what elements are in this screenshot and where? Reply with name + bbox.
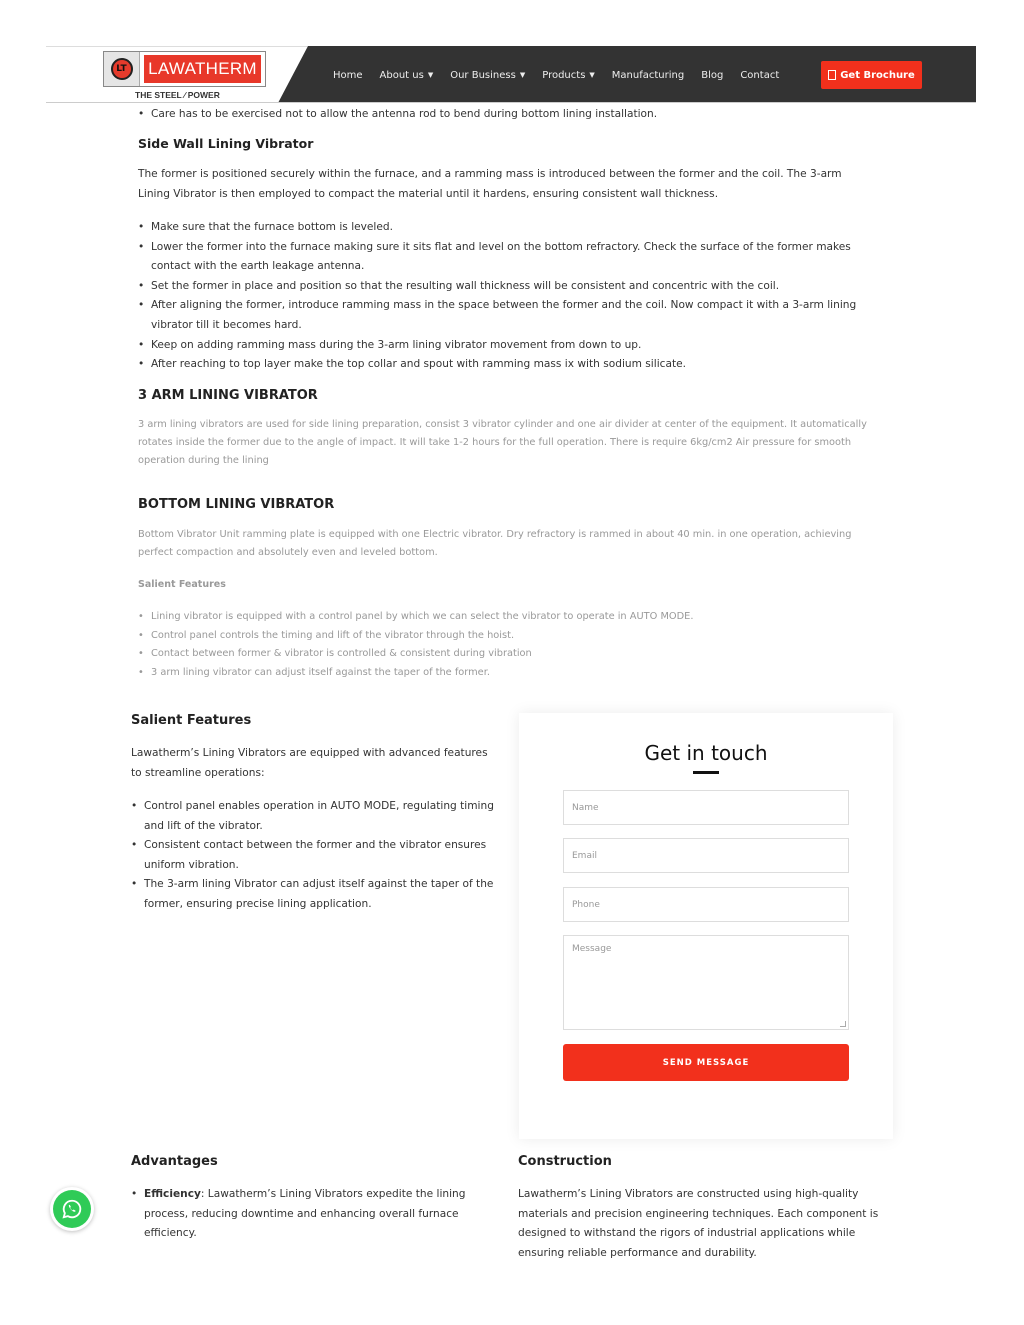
header-divider — [46, 46, 308, 47]
phone-placeholder: Phone — [572, 899, 600, 910]
advantage-term: Efficiency — [144, 1188, 201, 1200]
resize-handle-icon[interactable] — [840, 1021, 846, 1027]
list-item: • Lining vibrator is equipped with a control panel by which we can select the vibrator to operate in AUTO MODE. — [137, 608, 907, 627]
salient-intro — [131, 744, 511, 783]
list-item: • The 3-arm lining Vibrator can adjust itself against the taper of the former, ensuring precise lining application. — [130, 875, 505, 914]
nav-item-contact[interactable] — [740, 70, 779, 81]
logo-mark-text: LT — [111, 58, 133, 80]
list-item: • After reaching to top layer make the top collar and spout with ramming mass ix with sodium silicate. — [137, 355, 882, 375]
logo-mark-icon — [104, 52, 140, 86]
phone-field[interactable] — [563, 887, 849, 922]
get-brochure-button[interactable] — [821, 61, 922, 89]
message-placeholder: Message — [572, 944, 612, 954]
advantage-description: : Lawatherm’s Lining Vibrators expedite the lining process, reducing downtime and enhancing overall furnace efficiency. — [144, 1188, 466, 1240]
message-field[interactable] — [563, 935, 849, 1030]
nav-item-label: About us — [379, 69, 424, 81]
title-underline — [693, 771, 719, 774]
email-placeholder: Email — [572, 850, 597, 861]
installation-note-list — [137, 105, 897, 125]
nav-item-about-us[interactable] — [380, 70, 434, 81]
salient-features-heading: Salient Features — [131, 713, 252, 728]
paragraph-line: Bottom Vibrator Unit ramming plate is equipped with one Electric vibrator. Dry refractory is rammed in about 40 min. in one operation, achieving — [138, 529, 852, 540]
side-wall-heading: Side Wall Lining Vibrator — [138, 136, 314, 151]
send-message-button[interactable]: SEND MESSAGE — [563, 1044, 849, 1081]
chevron-down-icon: ▼ — [427, 71, 434, 79]
nav-item-blog[interactable] — [701, 70, 723, 81]
list-item: • Keep on adding ramming mass during the 3-arm lining vibrator movement from down to up. — [137, 336, 882, 356]
nav-item-manufacturing[interactable] — [612, 70, 684, 81]
whatsapp-icon — [53, 1190, 91, 1228]
nav-item-label: Our Business — [450, 69, 516, 81]
bottom-lining-heading: BOTTOM LINING VIBRATOR — [138, 497, 335, 512]
list-item — [130, 1185, 482, 1244]
three-arm-paragraph — [138, 416, 908, 470]
paragraph-line: Lining Vibrator is then employed to compact the material until it hardens, ensuring consistent wall thickness. — [138, 187, 719, 200]
list-item: • Contact between former & vibrator is controlled & consistent during vibration — [137, 645, 907, 664]
bottom-salient-label: Salient Features — [138, 579, 226, 590]
side-wall-paragraph — [138, 165, 898, 204]
paragraph-line: perfect compaction and absolutely even and leveled bottom. — [138, 547, 438, 558]
list-item: • After aligning the former, introduce ramming mass in the space between the former and the coil. Now compact it with a 3-arm lining vibrator till it becomes hard. — [137, 296, 882, 335]
nav-item-label: Products — [542, 69, 586, 81]
list-item: • 3 arm lining vibrator can adjust itself against the taper of the former. — [137, 664, 907, 683]
nav-item-products[interactable] — [542, 70, 595, 81]
list-item: • Make sure that the furnace bottom is leveled. — [137, 218, 882, 238]
contact-form-title: Get in touch — [644, 741, 768, 765]
three-arm-heading: 3 ARM LINING VIBRATOR — [138, 388, 318, 403]
chevron-down-icon: ▼ — [589, 71, 595, 79]
nav-item-label: Contact — [740, 69, 780, 81]
paragraph-line: rotates inside the former due to the angle of impact. It will take 1-2 hours for the full operation. There is require 6kg/cm2 Air pressure for smooth — [138, 437, 852, 448]
list-item: • Set the former in place and position so that the resulting wall thickness will be consistent and concentric with the coil. — [137, 277, 882, 297]
name-field[interactable] — [563, 790, 849, 825]
construction-heading: Construction — [518, 1154, 612, 1169]
get-brochure-label: Get Brochure — [840, 69, 915, 81]
nav-item-our-business[interactable] — [450, 70, 525, 81]
list-item: • Lower the former into the furnace making sure it sits flat and level on the bottom refractory. Check the surface of the former makes contact with the earth leakage antenna. — [137, 238, 882, 277]
paragraph-line: Lawatherm’s Lining Vibrators are equipped with advanced features — [131, 747, 488, 759]
logo-tagline: THE STEEL ∕ POWER — [135, 90, 220, 100]
email-field[interactable] — [563, 838, 849, 873]
whatsapp-button[interactable] — [50, 1187, 94, 1231]
bottom-salient-list — [137, 608, 907, 682]
nav-item-label: Home — [333, 69, 363, 81]
pdf-icon — [828, 70, 836, 80]
paragraph-line: The former is positioned securely within the furnace, and a ramming mass is introduced between the former and the coil. The 3-arm — [138, 168, 842, 180]
nav-item-home[interactable] — [333, 70, 363, 81]
bottom-lining-paragraph — [138, 526, 908, 562]
construction-paragraph: Lawatherm’s Lining Vibrators are constructed using high-quality materials and precision engineering techniques. Each component is designed to withstand the rigors of industrial applications while ensuring reliable performance and durability. — [518, 1188, 879, 1259]
paragraph-line: to streamline operations: — [131, 766, 265, 779]
header-divider — [46, 102, 976, 103]
chevron-down-icon: ▼ — [519, 71, 526, 79]
side-wall-steps-list — [137, 218, 882, 375]
paragraph-line: 3 arm lining vibrators are used for side lining preparation, consist 3 vibrator cylinder and one air divider at center of the equipment. It automatically — [138, 419, 867, 430]
salient-features-list — [130, 797, 505, 915]
main-nav — [333, 63, 796, 87]
advantages-heading: Advantages — [131, 1154, 218, 1169]
list-item: • Control panel enables operation in AUTO MODE, regulating timing and lift of the vibrator. — [130, 797, 505, 836]
list-item: • Control panel controls the timing and lift of the vibrator through the hoist. — [137, 627, 907, 646]
paragraph-line: operation during the lining — [138, 455, 269, 466]
contact-form-card — [519, 713, 893, 1139]
logo-wordmark: LAWATHERM — [144, 55, 261, 83]
name-placeholder: Name — [572, 802, 599, 813]
nav-item-label: Blog — [701, 69, 724, 81]
advantages-list — [130, 1185, 482, 1244]
nav-item-label: Manufacturing — [611, 69, 685, 81]
site-logo[interactable] — [103, 51, 266, 87]
list-item: • Consistent contact between the former and the vibrator ensures uniform vibration. — [130, 836, 505, 875]
list-item: • Care has to be exercised not to allow the antenna rod to bend during bottom lining installation. — [137, 105, 897, 125]
